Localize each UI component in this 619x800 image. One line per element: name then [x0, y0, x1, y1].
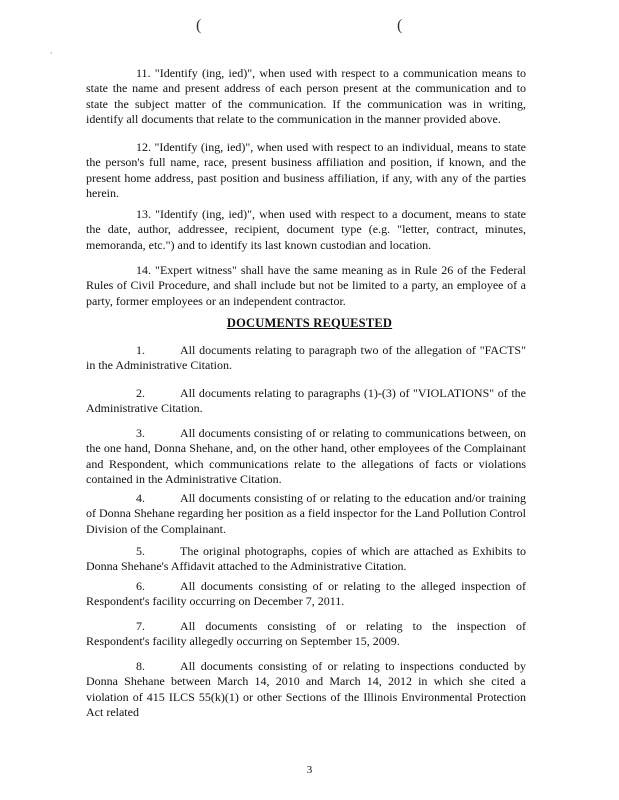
request-text: All documents relating to paragraph two of the allegation of "FACTS" in the Administrative Citation.: [86, 343, 526, 373]
request-number: 2.: [136, 386, 145, 400]
request-text: All documents consisting of or relating to the education and/or training of Donna Shehane regarding her position as a field inspector for the Land Pollution Control Division of the Complainant.: [86, 491, 526, 536]
request-number: 8.: [136, 659, 145, 673]
request-text: All documents relating to paragraphs (1)-(3) of "VIOLATIONS" of the Administrative Citation.: [86, 386, 526, 416]
request-number: 1.: [136, 343, 145, 357]
section-heading: DOCUMENTS REQUESTED: [226, 316, 393, 330]
request-5: [86, 544, 526, 575]
request-4: [86, 491, 526, 537]
request-6: [86, 579, 526, 610]
page-number: 3: [306, 764, 313, 776]
request-text: All documents consisting of or relating to communications between, on the one hand, Donna Shehane, and, on the other hand, other employees of the Complainant and Respondent, which communications relate to the allegations of facts or violations contained in the Administrative Citation.: [86, 426, 526, 486]
request-text: All documents consisting of or relating to the inspection of Respondent's facility allegedly occurring on September 15, 2009.: [86, 619, 526, 649]
request-3: [86, 426, 526, 487]
request-7: [86, 619, 526, 650]
request-number: 6.: [136, 579, 145, 593]
scan-tick: ·: [50, 49, 53, 58]
request-number: 4.: [136, 491, 145, 505]
request-1: [86, 343, 526, 374]
scan-mark-right: (: [397, 17, 403, 34]
request-text: All documents consisting of or relating to inspections conducted by Donna Shehane between March 14, 2010 and March 14, 2012 in which she cited a violation of 415 ILCS 55(k)(1) or other Sections of the Illinois Environmental Protection Act related: [86, 659, 526, 719]
request-text: All documents consisting of or relating to the alleged inspection of Respondent's facility occurring on December 7, 2011.: [86, 579, 526, 609]
request-2: [86, 386, 526, 417]
definition-13: 13. "Identify (ing, ied)", when used with respect to a document, means to state the date, author, addressee, recipient, document type (e.g. "letter, contract, minutes, memoranda, etc.") and to identify its last known custodian and location.: [86, 207, 526, 252]
request-number: 5.: [136, 544, 145, 558]
request-number: 7.: [136, 619, 145, 633]
definition-11: 11. "Identify (ing, ied)", when used with respect to a communication means to state the name and present address of each person present at the communication and to state the subject matter of the communication. If the communication was in writing, identify all documents that relate to the communication in the manner provided above.: [86, 66, 526, 126]
request-number: 3.: [136, 426, 145, 440]
definition-12: 12. "Identify (ing, ied)", when used with respect to an individual, means to state the person's full name, race, present business affiliation and position, if known, and the present home address, past position and business affiliation, if any, with any of the parties herein.: [86, 140, 526, 200]
request-text: The original photographs, copies of which are attached as Exhibits to Donna Shehane's Affidavit attached to the Administrative Citation.: [86, 544, 526, 574]
request-8: [86, 659, 526, 720]
definition-14: 14. "Expert witness" shall have the same meaning as in Rule 26 of the Federal Rules of Civil Procedure, and shall include but not be limited to a party, an employee of a party, former employees or an independent contractor.: [86, 263, 526, 308]
scan-mark-left: (: [196, 17, 202, 34]
